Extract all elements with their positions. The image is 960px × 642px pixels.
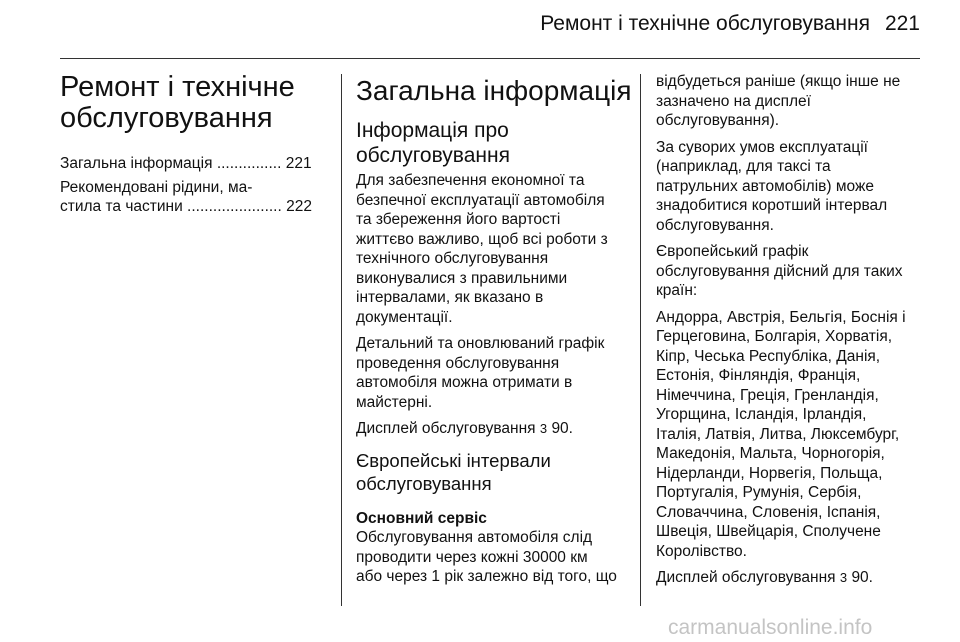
page-number: 221 (884, 12, 920, 35)
sub-heading: Інформація про обслуговування (356, 119, 510, 167)
right-column (656, 72, 924, 595)
paragraph-severe-conditions: За суворих умов експлуатації (наприклад, для таксі та патрульних автомобілів) може знадобитися коротший інтервал обслуговування. (656, 138, 888, 234)
page-ref-arrow-icon: 3 (839, 570, 848, 585)
section-heading: Загальна інформація (356, 75, 632, 106)
basic-service-text: Обслуговування автомобіля слід проводити через кожні 30000 км або через 1 рік залежно від того, що (356, 529, 617, 585)
main-column (356, 72, 632, 594)
toc-column (60, 72, 328, 221)
page-ref-arrow-icon: 3 (539, 421, 548, 436)
toc-entry-fluids[interactable]: Рекомендовані рідини, ма- стила та частини ...................... 222 (60, 178, 312, 215)
display-reference[interactable]: Дисплей обслуговування 3 90. (356, 420, 573, 437)
display-reference-2[interactable]: Дисплей обслуговування 3 90. (656, 569, 873, 586)
column-divider-right (640, 74, 641, 606)
paragraph-schedule: Детальний та оновлюваний графік проведення обслуговування автомобіля можна отримати в майстерні. (356, 335, 605, 411)
paragraph-continuation: відбудеться раніше (якщо інше не зазначено на дисплеї обслуговування). (656, 73, 901, 129)
eu-intervals-heading: Європейські інтервали обслуговування (356, 449, 551, 494)
paragraph-intro: Для забезпечення економної та безпечної експлуатації автомобіля та збереження його вартості життєво важливо, щоб всі роботи з технічного обслуговування виконувалися з правильними інтервалами, як вказано в документації. (356, 172, 608, 326)
chapter-title: Ремонт і технічне обслуговування (60, 71, 295, 134)
toc-entry-general-info[interactable]: Загальна інформація ............... 221 (60, 155, 312, 172)
header-divider (60, 58, 920, 59)
basic-service-heading: Основний сервіс (356, 509, 487, 527)
country-list: Андорра, Австрія, Бельгія, Боснія і Герцеговина, Болгарія, Хорватія, Кіпр, Чеська Республіка, Данія, Естонія, Фінляндія, Франція, Німеччина, Греція, Гренландія, Угорщина, Ісландія, Ірландія, Італія, Латвія, Литва, Люксембург, Македонія, Мальта, Чорногорія, Нідерланди, Норвегія, Польща, Португалія, Румунія, Сербія, Словаччина, Словенія, Іспанія, Швеція, Швейцарія, Сполучене Королівство. (656, 308, 906, 560)
watermark: carmanualsonline.info (668, 616, 873, 639)
paragraph-eu-schedule: Європейський графік обслуговування дійсний для таких країн: (656, 243, 903, 299)
column-divider-left (341, 74, 342, 606)
page-header-title: Ремонт і технічне обслуговування (540, 12, 870, 35)
